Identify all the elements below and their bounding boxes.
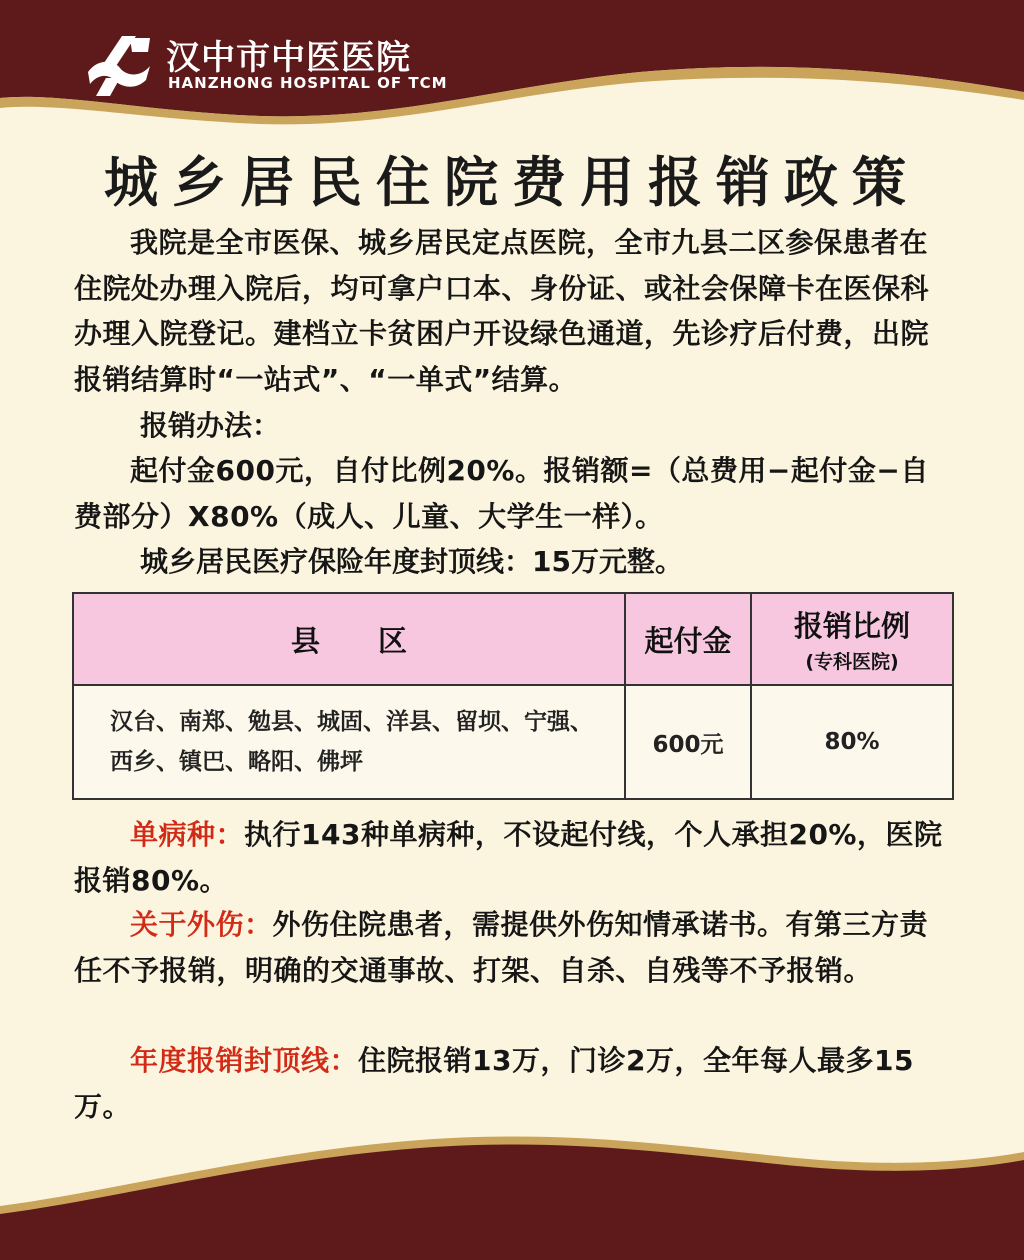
ratio-header (751, 593, 953, 685)
hospital-logo (84, 30, 504, 100)
intro-paragraph: 我院是全市医保、城乡居民定点医院，全市九县二区参保患者在住院处办理入院后，均可拿户口本、身份证、或社会保障卡在医保科办理入院登记。建档立卡贫困户开设绿色通道，先诊疗后付费，出院报销结算时“一站式”、“一单式”结算。 (74, 226, 930, 396)
hanzhong-hospital-logo-icon (84, 32, 154, 98)
annual-cap-label: 年度报销封顶线： (130, 1044, 359, 1077)
page-title: 城乡居民住院费用报销政策 (104, 150, 920, 214)
single-disease-section (74, 812, 954, 903)
reimbursement-table (72, 592, 954, 800)
table-row (73, 685, 953, 799)
method-formula: 起付金600元，自付比例20%。报销额=（总费用−起付金−自费部分）X80%（成人、儿童、大学生一样）。 (74, 454, 929, 533)
trauma-text: 外伤住院患者，需提供外伤知情承诺书。有第三方责任不予报销，明确的交通事故、打架、自杀、自残等不予报销。 (74, 908, 929, 987)
annual-cap-section (74, 1038, 954, 1129)
deductible-header: 起付金 (625, 593, 751, 685)
table-header-row (73, 593, 953, 685)
deductible-cell: 600元 (625, 685, 751, 799)
ratio-header-sub: (专科医院) (805, 651, 899, 673)
hospital-name-cn: 汉中市中医医院 (166, 38, 411, 78)
county-header: 县 区 (73, 593, 625, 685)
ratio-header-label: 报销比例 (793, 609, 910, 643)
hospital-name-en: HANZHONG HOSPITAL OF TCM (168, 74, 448, 92)
annual-cap-line: 城乡居民医疗保险年度封顶线：15万元整。 (140, 545, 683, 578)
county-list-cell: 汉台、南郑、勉县、城固、洋县、留坝、宁强、西乡、镇巴、略阳、佛坪 (73, 685, 625, 799)
single-disease-text: 执行143种单病种，不设起付线，个人承担20%，医院报销80%。 (74, 818, 943, 897)
method-heading: 报销办法： (140, 409, 281, 442)
trauma-section (74, 902, 954, 993)
single-disease-label: 单病种： (130, 818, 245, 851)
ratio-cell: 80% (751, 685, 953, 799)
trauma-label: 关于外伤： (130, 908, 273, 941)
annual-cap-text: 住院报销13万，门诊2万，全年每人最多15万。 (74, 1044, 914, 1123)
